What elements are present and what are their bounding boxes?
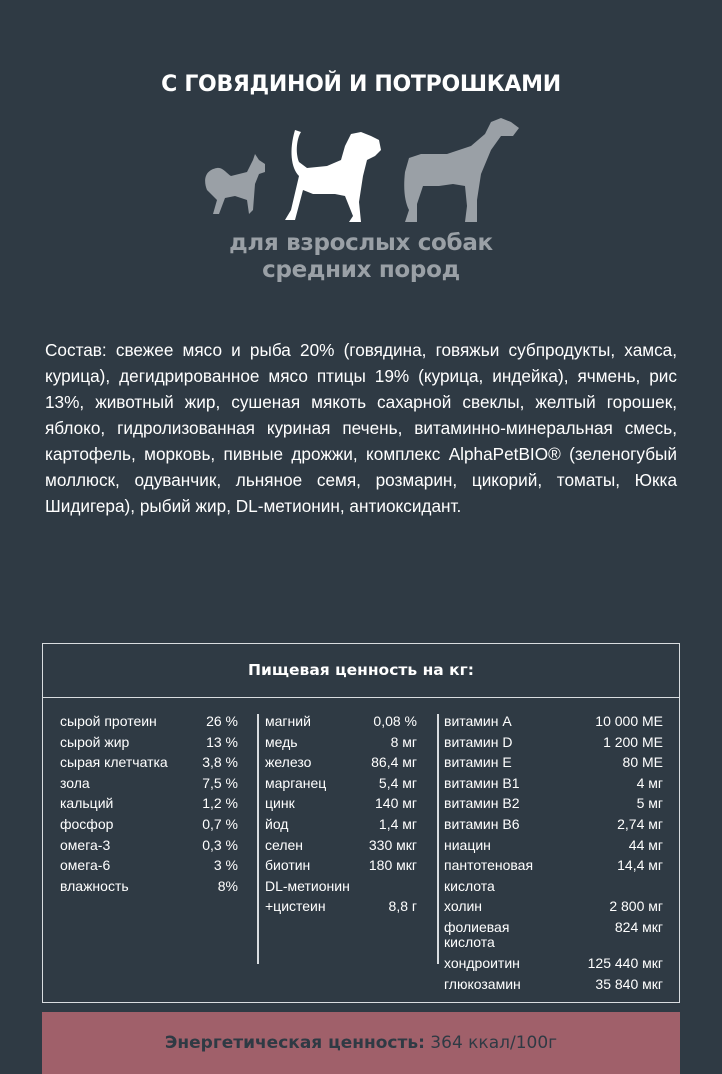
- nutrient-name: глюкозамин: [444, 975, 521, 992]
- nutrient-value: 5 мг: [636, 795, 663, 812]
- nutrient-value: 824 мкг: [614, 918, 663, 935]
- nutrient-name: сырой жир: [60, 733, 130, 750]
- subtitle-line-2: средних пород: [262, 257, 460, 283]
- nutrition-row: [60, 732, 238, 753]
- nutrition-row: [444, 711, 663, 732]
- nutrient-name: сырой протеин: [60, 713, 157, 729]
- nutrition-row: [444, 855, 663, 896]
- nutrient-name: ниацин: [444, 836, 491, 853]
- nutrient-name: железо: [265, 754, 312, 771]
- nutrition-row: [444, 732, 663, 753]
- nutrient-value: 3 %: [213, 857, 238, 874]
- nutrient-name: хондроитин: [444, 954, 520, 971]
- nutrient-name: омега-3: [60, 836, 111, 853]
- nutrition-row: [265, 752, 417, 773]
- nutrition-row: [444, 974, 663, 995]
- nutrient-name: витамин B1: [444, 774, 520, 791]
- nutrient-value: 1 200 МЕ: [603, 733, 663, 750]
- nutrition-row: [444, 793, 663, 814]
- nutrient-value: 35 840 мкг: [595, 975, 663, 992]
- nutrient-name: марганец: [265, 774, 327, 791]
- nutrient-value: 180 мкг: [368, 857, 417, 874]
- nutrient-value: 330 мкг: [368, 836, 417, 853]
- medium-dog-icon: [285, 130, 381, 222]
- nutrient-value: 13 %: [206, 733, 238, 750]
- nutrition-row: [60, 835, 238, 856]
- energy-value: 364 ккал/100г: [424, 1033, 558, 1053]
- nutrient-name: витамин A: [444, 713, 512, 729]
- nutrient-name: DL-метионин +цистеин: [265, 877, 350, 915]
- nutrient-name: витамин B6: [444, 815, 520, 832]
- nutrition-column-1: [60, 711, 238, 896]
- nutrient-value: 44 мг: [628, 836, 663, 853]
- large-dog-icon: [404, 118, 519, 222]
- column-divider: [257, 714, 259, 964]
- nutrient-name: влажность: [60, 877, 129, 894]
- nutrient-name: зола: [60, 774, 90, 791]
- nutrient-value: 4 мг: [636, 774, 663, 791]
- nutrient-value: 140 мг: [375, 795, 417, 812]
- dogs-illustration: [195, 110, 525, 225]
- nutrient-name: витамин E: [444, 754, 512, 771]
- nutrient-value: 2,74 мг: [617, 815, 663, 832]
- nutrient-value: 0,3 %: [202, 836, 238, 853]
- nutrient-name: медь: [265, 733, 298, 750]
- nutrition-row: [444, 773, 663, 794]
- nutrition-row: [60, 793, 238, 814]
- nutrition-row: [444, 814, 663, 835]
- nutrient-value: 5,4 мг: [378, 774, 417, 791]
- nutrient-value: 8 мг: [390, 733, 417, 750]
- nutrition-row: [444, 917, 663, 953]
- nutrition-row: [265, 835, 417, 856]
- nutrient-name: кальций: [60, 795, 114, 812]
- nutrition-row: [60, 876, 238, 897]
- nutrition-row: [265, 711, 417, 732]
- small-dog-icon: [205, 154, 265, 214]
- nutrition-row: [265, 814, 417, 835]
- nutrition-row: [444, 752, 663, 773]
- nutrition-row: [60, 773, 238, 794]
- nutrition-row: [60, 711, 238, 732]
- nutrient-name: витамин D: [444, 733, 513, 750]
- nutrient-name: фолиевая кислота: [444, 918, 510, 950]
- nutrition-column-2: [265, 711, 417, 917]
- composition-text: Состав: свежее мясо и рыба 20% (говядина, говяжьи субпродукты, хамса, курица), дегидрированное мясо птицы 19% (курица, индейка), ячмень, рис 13%, животный жир, сушеная мякоть сахарной свеклы, желтый горошек, яблоко, гидролизованная куриная печень, витаминно-минеральная смесь, картофель, морковь, пивные дрожжи, комплекс AlphaPetBIO® (зеленогубый моллюск, одуванчик, льняное семя, розмарин, цикорий, томаты, Юкка Шидигера), рыбий жир, DL-метионин, антиоксидант.: [45, 340, 677, 516]
- nutrient-name: йод: [265, 815, 289, 832]
- nutrient-value: 26 %: [206, 713, 238, 729]
- nutrition-row: [60, 752, 238, 773]
- nutrition-table: [42, 643, 680, 1003]
- nutrient-name: холин: [444, 898, 483, 915]
- nutrient-name: магний: [265, 713, 311, 729]
- product-title: С ГОВЯДИНОЙ И ПОТРОШКАМИ: [161, 72, 561, 97]
- nutrition-row: [265, 855, 417, 876]
- nutrient-name: биотин: [265, 857, 311, 874]
- nutrient-value: 1,2 %: [202, 795, 238, 812]
- nutrient-value: 14,4 мг: [617, 857, 663, 874]
- energy-value-banner: [42, 1012, 680, 1074]
- nutrient-name: витамин B2: [444, 795, 520, 812]
- nutrition-row: [444, 896, 663, 917]
- nutrient-name: сырая клетчатка: [60, 754, 168, 771]
- nutrition-row: [444, 953, 663, 974]
- nutrition-title: Пищевая ценность на кг:: [43, 644, 679, 698]
- nutrition-row: [265, 732, 417, 753]
- nutrient-value: 0,08 %: [373, 713, 417, 729]
- nutrient-value: 10 000 МЕ: [595, 713, 663, 729]
- nutrient-name: пантотеновая кислота: [444, 857, 534, 894]
- nutrition-row: [265, 876, 417, 917]
- nutrition-column-3: [444, 711, 663, 994]
- nutrient-value: 86,4 мг: [371, 754, 417, 771]
- nutrient-value: 3,8 %: [202, 754, 238, 771]
- nutrient-value: 7,5 %: [202, 774, 238, 791]
- nutrient-name: фосфор: [60, 815, 114, 832]
- nutrition-row: [444, 835, 663, 856]
- nutrition-row: [60, 855, 238, 876]
- nutrition-row: [265, 773, 417, 794]
- nutrient-value: 8,8 г: [388, 898, 417, 915]
- nutrition-row: [60, 814, 238, 835]
- nutrient-value: 125 440 мкг: [587, 954, 663, 971]
- nutrient-value: 1,4 мг: [378, 815, 417, 832]
- subtitle: [0, 230, 722, 284]
- energy-label: Энергетическая ценность:: [164, 1033, 425, 1053]
- nutrient-name: селен: [265, 836, 304, 853]
- nutrient-value: 2 800 мг: [609, 898, 663, 915]
- nutrient-value: 8%: [217, 877, 238, 894]
- column-divider: [437, 714, 439, 964]
- nutrient-name: омега-6: [60, 857, 111, 874]
- subtitle-line-1: для взрослых собак: [229, 230, 493, 256]
- nutrient-value: 80 МЕ: [622, 754, 663, 771]
- nutrition-row: [265, 793, 417, 814]
- nutrient-value: 0,7 %: [202, 815, 238, 832]
- nutrient-name: цинк: [265, 795, 295, 812]
